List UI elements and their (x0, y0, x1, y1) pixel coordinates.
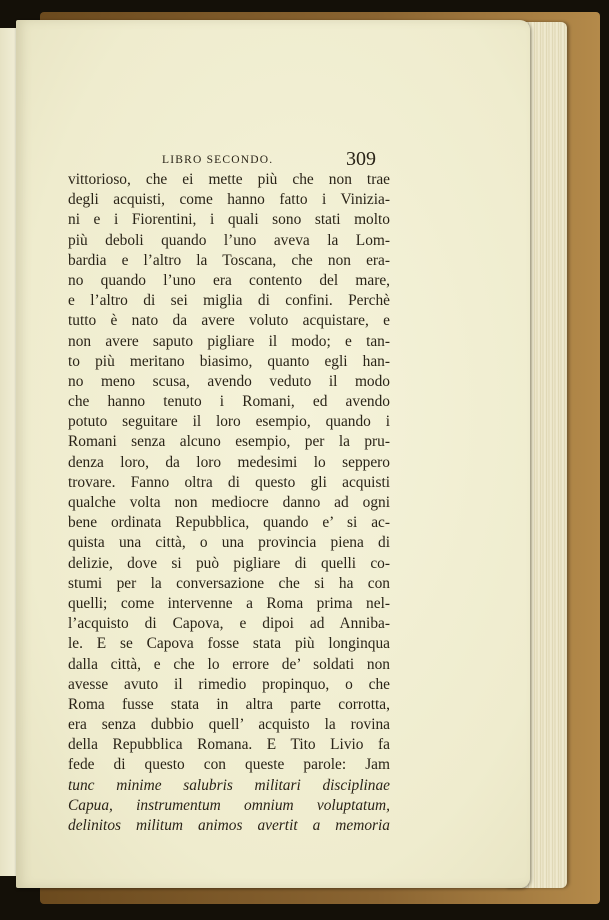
latin-quote-line: tunc minime salubris militari disciplinae (68, 776, 390, 794)
text-line: trovare. Fanno oltra di questo gli acquisti (68, 473, 390, 491)
text-line: no meno scusa, avendo veduto il modo (68, 372, 390, 390)
text-line: della Repubblica Romana. E Tito Livio fa (68, 736, 390, 754)
text-line: stumi per la conversazione che si ha con (68, 574, 390, 592)
text-line: che hanno tenuto i Romani, ed avendo (68, 393, 390, 411)
text-line: le. E se Capova fosse stata più longinqua (68, 635, 390, 653)
text-line: era senza dubbio quell’ acquisto la rovina (68, 716, 390, 734)
text-line: più deboli quando l’uno aveva la Lom- (68, 231, 390, 249)
text-line: quista una città, o una provincia piena di (68, 534, 390, 552)
text-line: potuto seguitare il loro esempio, quando i (68, 413, 390, 431)
book-page (16, 20, 530, 888)
text-line: l’acquisto di Capova, e dipoi ad Anniba- (68, 615, 390, 633)
page-text (68, 150, 390, 836)
text-line: e l’altro di sei miglia di confini. Perchè (68, 292, 390, 310)
latin-quote-line: Capua, instrumentum omnium voluptatum, (68, 796, 390, 814)
text-line: non avere saputo pigliare il modo; e tan- (68, 332, 390, 350)
text-line: quelli; come intervenne a Roma prima nel- (68, 594, 390, 612)
text-line: Romani senza alcuno esempio, per la pru- (68, 433, 390, 451)
text-line: degli acquisti, come hanno fatto i Viniziа- (68, 191, 390, 209)
text-line: vittorioso, che ei mette più che non trae (68, 171, 390, 188)
text-line: tutto è nato da avere voluto acquistare, e (68, 312, 390, 330)
text-line: fede di questo con queste parole: Jam (68, 756, 390, 774)
text-line: avesse avuto il rimedio propinquo, o che (68, 675, 390, 693)
text-line: qualche volta non mediocre danno ad ogni (68, 494, 390, 511)
text-line: bardia e l’altro la Toscana, che non era- (68, 251, 390, 269)
running-head-title: LIBRO SECONDO. (162, 154, 274, 166)
text-line: denza loro, da loro medesimi lo seppero (68, 453, 390, 471)
page-number: 309 (346, 148, 376, 170)
running-head (68, 150, 390, 170)
text-line: no quando l’uno era contento del mare, (68, 271, 390, 289)
text-line: ni e i Fiorentini, i quali sono stati molto (68, 211, 390, 229)
text-line: dalla città, e che lo errore de’ soldati non (68, 655, 390, 673)
text-line: bene ordinata Repubblica, quando e’ si ac- (68, 514, 390, 532)
latin-quote-line: delinitos militum animos avertit a memoria (68, 817, 390, 834)
text-line: Roma fusse stata in altra parte corrotta, (68, 695, 390, 713)
text-line: delizie, dove si può pigliare di quelli co- (68, 554, 390, 572)
text-line: to più meritano biasimo, quanto egli han- (68, 352, 390, 370)
